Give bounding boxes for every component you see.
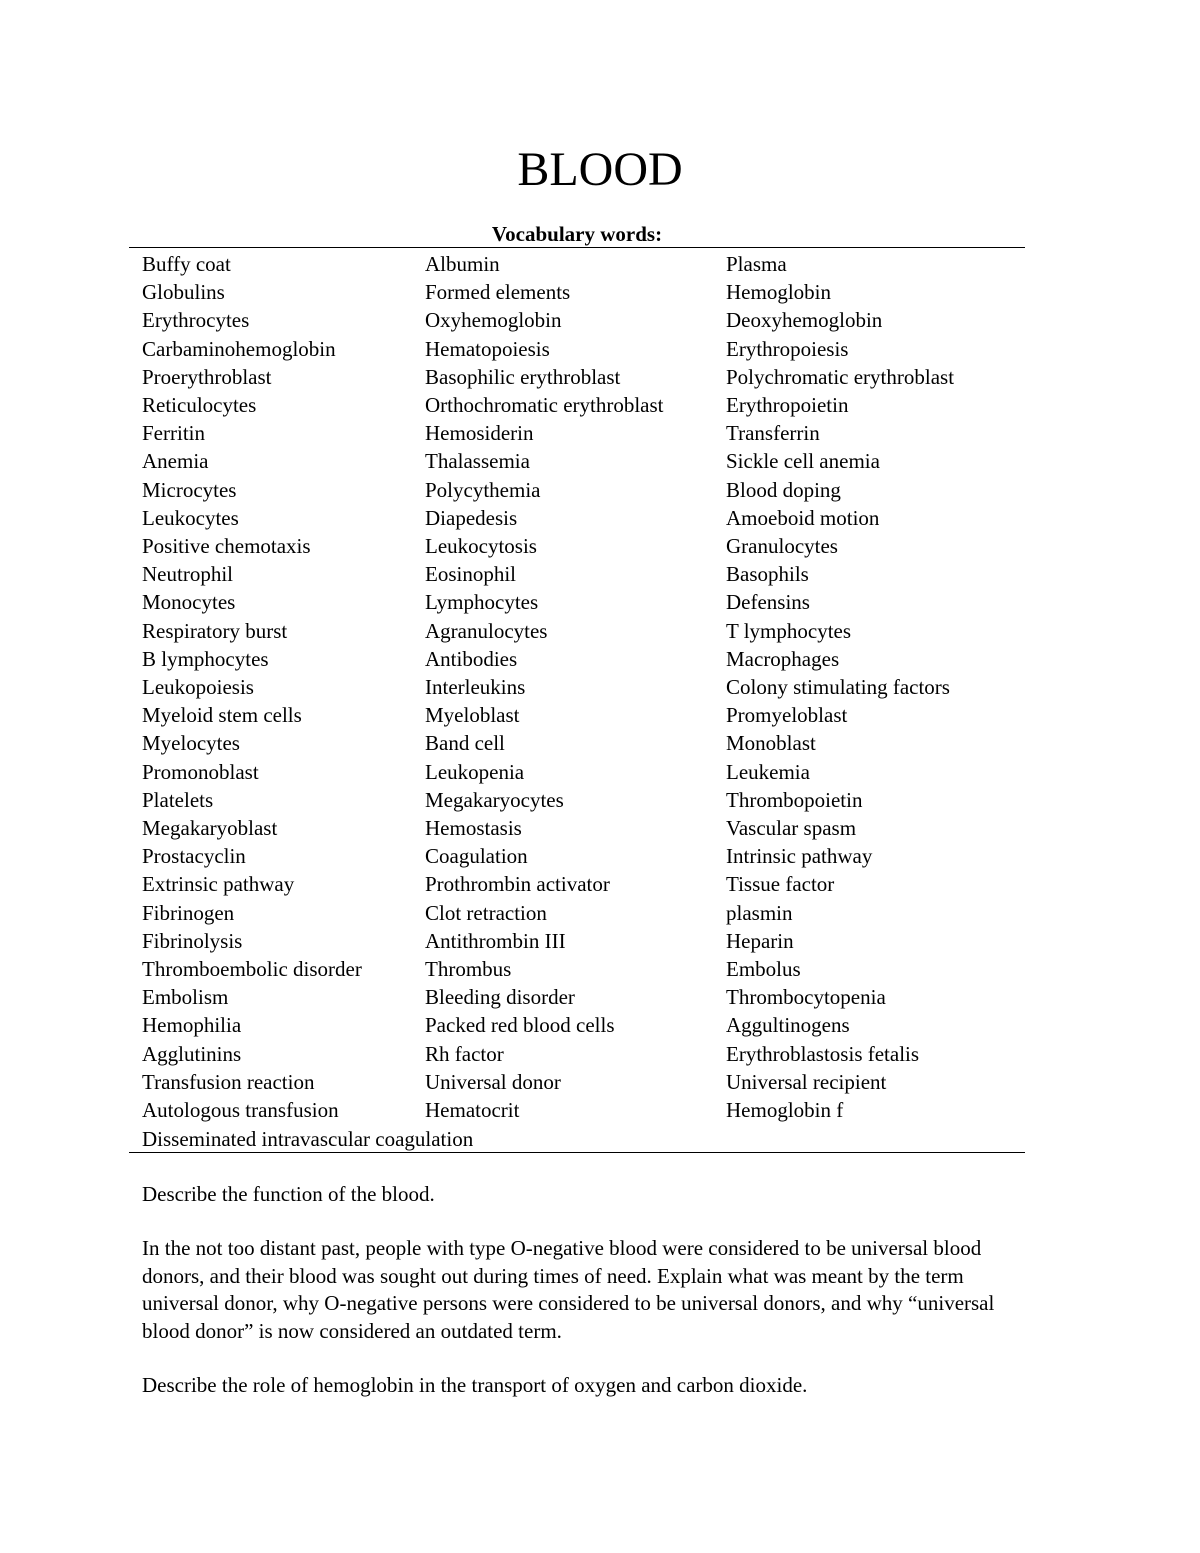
vocabulary-term: Extrinsic pathway bbox=[142, 872, 295, 897]
vocabulary-term: Neutrophil bbox=[142, 562, 233, 587]
vocabulary-term: Promyeloblast bbox=[726, 703, 848, 728]
vocabulary-term: Packed red blood cells bbox=[425, 1013, 615, 1038]
vocabulary-term: Leukopoiesis bbox=[142, 675, 254, 700]
table-top-rule bbox=[129, 247, 1025, 248]
vocabulary-term: Heparin bbox=[726, 928, 794, 953]
vocabulary-term: Tissue factor bbox=[726, 872, 835, 897]
table-row bbox=[142, 1096, 1022, 1124]
vocabulary-term: Monocytes bbox=[142, 590, 236, 615]
vocabulary-term: Leukopenia bbox=[425, 759, 525, 784]
vocabulary-term: Respiratory burst bbox=[142, 618, 288, 643]
vocabulary-term: Globulins bbox=[142, 280, 225, 305]
vocabulary-term: Albumin bbox=[425, 252, 500, 276]
question-blood-function: Describe the function of the blood. bbox=[142, 1182, 435, 1206]
table-row bbox=[142, 927, 1022, 955]
vocabulary-term: Transfusion reaction bbox=[142, 1069, 315, 1094]
table-row bbox=[142, 419, 1022, 447]
vocabulary-term: Hemoglobin bbox=[726, 280, 831, 305]
table-row bbox=[142, 1040, 1022, 1068]
vocabulary-term: Fibrinogen bbox=[142, 900, 235, 925]
vocabulary-table bbox=[142, 250, 1022, 1124]
vocabulary-term: Prostacyclin bbox=[142, 844, 246, 869]
vocabulary-term: Myelocytes bbox=[142, 731, 240, 756]
table-row bbox=[142, 842, 1022, 870]
vocabulary-term: Erythrocytes bbox=[142, 308, 250, 333]
vocabulary-term: Thalassemia bbox=[425, 449, 530, 474]
table-row bbox=[142, 504, 1022, 532]
vocabulary-term: Leukocytes bbox=[142, 505, 239, 530]
table-row bbox=[142, 306, 1022, 334]
question-hemoglobin-role: Describe the role of hemoglobin in the transport of oxygen and carbon dioxide. bbox=[142, 1373, 808, 1397]
vocabulary-term: Basophils bbox=[726, 562, 809, 587]
table-row bbox=[142, 391, 1022, 419]
vocabulary-term: Defensins bbox=[726, 590, 810, 615]
vocabulary-term: Granulocytes bbox=[726, 534, 838, 559]
vocabulary-term: Band cell bbox=[425, 731, 505, 756]
vocabulary-term: Hemosiderin bbox=[425, 421, 534, 446]
table-row bbox=[142, 899, 1022, 927]
table-row bbox=[142, 870, 1022, 898]
vocabulary-term: Platelets bbox=[142, 787, 214, 812]
table-row bbox=[142, 447, 1022, 475]
vocabulary-term: Myeloblast bbox=[425, 703, 520, 728]
vocabulary-term: B lymphocytes bbox=[142, 646, 269, 671]
table-row bbox=[142, 476, 1022, 504]
vocabulary-term: Vascular spasm bbox=[726, 816, 857, 841]
vocabulary-heading: Vocabulary words: bbox=[491, 222, 663, 246]
vocabulary-term: Diapedesis bbox=[425, 505, 518, 530]
vocabulary-term: Prothrombin activator bbox=[425, 872, 610, 897]
vocabulary-term: Agranulocytes bbox=[425, 618, 548, 643]
table-row bbox=[142, 250, 1022, 278]
vocabulary-term: Blood doping bbox=[726, 477, 841, 502]
vocabulary-term: Buffy coat bbox=[142, 252, 231, 276]
vocabulary-term: Thromboembolic disorder bbox=[142, 957, 362, 982]
vocabulary-term: Sickle cell anemia bbox=[726, 449, 880, 474]
vocabulary-term: Autologous transfusion bbox=[142, 1098, 339, 1123]
vocabulary-term: Disseminated intravascular coagulation bbox=[142, 1127, 474, 1151]
vocabulary-term: Basophilic erythroblast bbox=[425, 364, 621, 389]
table-row bbox=[142, 560, 1022, 588]
vocabulary-term: Polychromatic erythroblast bbox=[726, 364, 955, 389]
vocabulary-term: Eosinophil bbox=[425, 562, 517, 587]
vocabulary-term: Interleukins bbox=[425, 675, 526, 700]
vocabulary-term: Deoxyhemoglobin bbox=[726, 308, 883, 333]
vocabulary-term: Monoblast bbox=[726, 731, 816, 756]
vocabulary-term: Anemia bbox=[142, 449, 209, 474]
vocabulary-term: Megakaryoblast bbox=[142, 816, 278, 841]
question-universal-donor: In the not too distant past, people with type O-negative blood were considered to be universal blood donors, and their blood was sought out during times of need. Explain what was meant by the term universal donor, why O-negative persons were considered to be universal donors, and why “universal blood donor” is now considered an outdated term. bbox=[142, 1236, 995, 1343]
vocabulary-term: Rh factor bbox=[425, 1041, 504, 1066]
vocabulary-term: Leukocytosis bbox=[425, 534, 537, 559]
table-row bbox=[142, 701, 1022, 729]
vocabulary-term: Thrombopoietin bbox=[726, 787, 863, 812]
vocabulary-term: Leukemia bbox=[726, 759, 810, 784]
vocabulary-term: Erythropoiesis bbox=[726, 336, 849, 361]
table-row bbox=[142, 1068, 1022, 1096]
table-row bbox=[142, 278, 1022, 306]
vocabulary-term: Hematopoiesis bbox=[425, 336, 550, 361]
table-bottom-rule bbox=[129, 1152, 1025, 1153]
vocabulary-term: Orthochromatic erythroblast bbox=[425, 393, 664, 418]
vocabulary-term: Amoeboid motion bbox=[726, 505, 880, 530]
table-row bbox=[142, 814, 1022, 842]
table-row bbox=[142, 673, 1022, 701]
vocabulary-term: Transferrin bbox=[726, 421, 820, 446]
vocabulary-term: Erythropoietin bbox=[726, 393, 849, 418]
vocabulary-term: Embolism bbox=[142, 985, 229, 1010]
vocabulary-term: Myeloid stem cells bbox=[142, 703, 302, 728]
vocabulary-term: Ferritin bbox=[142, 421, 205, 446]
table-row bbox=[142, 758, 1022, 786]
vocabulary-term: Megakaryocytes bbox=[425, 787, 564, 812]
vocabulary-term: Clot retraction bbox=[425, 900, 547, 925]
vocabulary-term: Antithrombin III bbox=[425, 928, 566, 953]
vocabulary-term: Plasma bbox=[726, 252, 787, 276]
vocabulary-term: Positive chemotaxis bbox=[142, 534, 311, 559]
vocabulary-term: Fibrinolysis bbox=[142, 928, 243, 953]
vocabulary-term: Microcytes bbox=[142, 477, 237, 502]
table-row bbox=[142, 786, 1022, 814]
vocabulary-term: Lymphocytes bbox=[425, 590, 539, 615]
vocabulary-term: Coagulation bbox=[425, 844, 528, 869]
vocabulary-term: Hemoglobin f bbox=[726, 1098, 844, 1123]
table-row bbox=[142, 983, 1022, 1011]
table-row bbox=[142, 955, 1022, 983]
table-row bbox=[142, 335, 1022, 363]
vocabulary-term: Agglutinins bbox=[142, 1041, 242, 1066]
table-row bbox=[142, 588, 1022, 616]
table-row bbox=[142, 532, 1022, 560]
table-row bbox=[142, 645, 1022, 673]
vocabulary-term: Antibodies bbox=[425, 646, 518, 671]
vocabulary-term: Thrombocytopenia bbox=[726, 985, 886, 1010]
vocabulary-term: Intrinsic pathway bbox=[726, 844, 873, 869]
vocabulary-term: Carbaminohemoglobin bbox=[142, 336, 336, 361]
vocabulary-term: Aggultinogens bbox=[726, 1013, 850, 1038]
vocabulary-term: Hematocrit bbox=[425, 1098, 520, 1123]
vocabulary-table-body bbox=[142, 250, 1022, 1124]
vocabulary-term: Embolus bbox=[726, 957, 801, 982]
vocabulary-term: Proerythroblast bbox=[142, 364, 272, 389]
vocabulary-term: Bleeding disorder bbox=[425, 985, 575, 1010]
vocabulary-term: Colony stimulating factors bbox=[726, 675, 950, 700]
vocabulary-term: Universal donor bbox=[425, 1069, 561, 1094]
vocabulary-term: Oxyhemoglobin bbox=[425, 308, 562, 333]
vocabulary-term: Promonoblast bbox=[142, 759, 259, 784]
vocabulary-term: T lymphocytes bbox=[726, 618, 852, 643]
vocabulary-term: Polycythemia bbox=[425, 477, 541, 502]
table-row bbox=[142, 1011, 1022, 1039]
vocabulary-term: Thrombus bbox=[425, 957, 512, 982]
vocabulary-term: Macrophages bbox=[726, 646, 840, 671]
vocabulary-term: Hemostasis bbox=[425, 816, 522, 841]
table-row bbox=[142, 363, 1022, 391]
vocabulary-term: Universal recipient bbox=[726, 1069, 887, 1094]
vocabulary-term: Hemophilia bbox=[142, 1013, 242, 1038]
page-title: BLOOD bbox=[517, 143, 683, 196]
vocabulary-term: Erythroblastosis fetalis bbox=[726, 1041, 920, 1066]
vocabulary-term: Formed elements bbox=[425, 280, 571, 305]
vocabulary-term: Reticulocytes bbox=[142, 393, 257, 418]
table-row bbox=[142, 617, 1022, 645]
table-row bbox=[142, 729, 1022, 757]
vocabulary-term: plasmin bbox=[726, 900, 793, 925]
